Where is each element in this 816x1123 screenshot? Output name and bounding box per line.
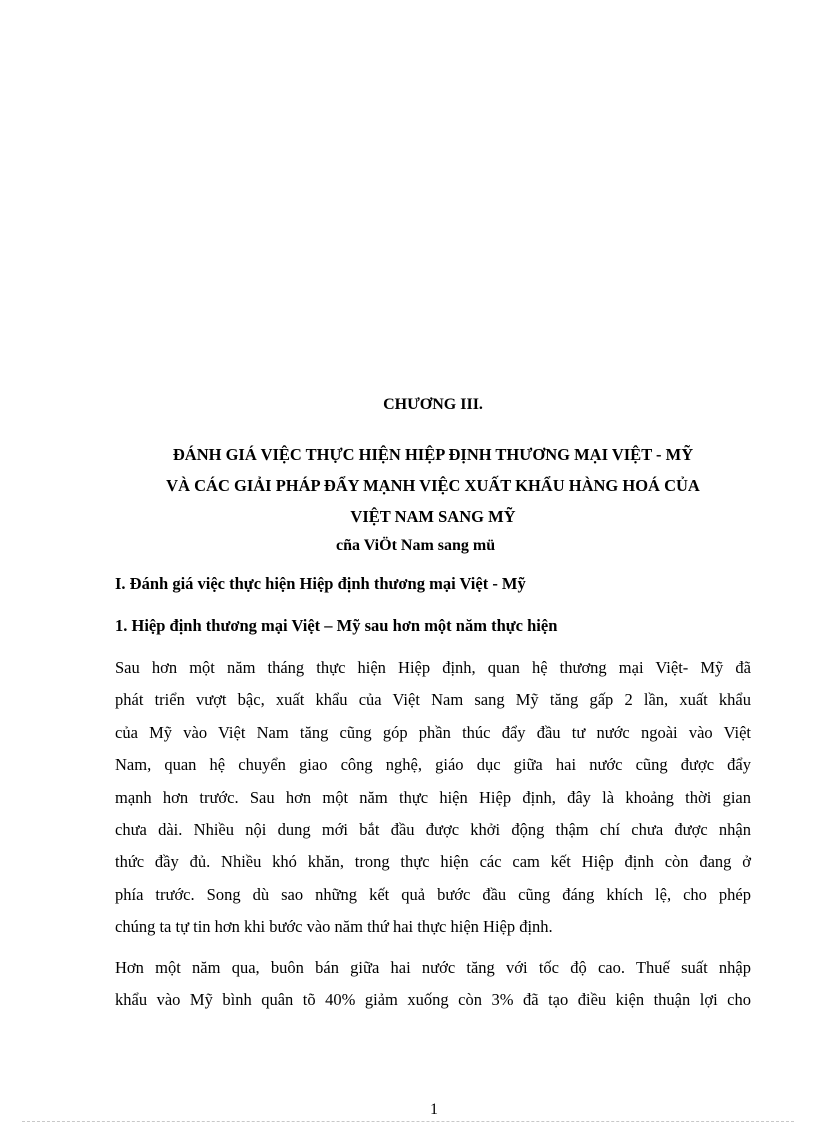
- subsection-heading: 1. Hiệp định thương mại Việt – Mỹ sau hơn một năm thực hiện: [115, 616, 558, 635]
- paragraph-line: Nam, quan hệ chuyển giao công nghệ, giáo dục giữa hai nước cũng được đẩy: [115, 755, 751, 775]
- chapter-title-line: ĐÁNH GIÁ VIỆC THỰC HIỆN HIỆP ĐỊNH THƯƠNG MẠI VIỆT - MỸ: [172, 445, 694, 464]
- paragraph-line: mạnh hơn trước. Sau hơn một năm thực hiện Hiệp định, đây là khoảng thời gian: [115, 787, 751, 807]
- chapter-title-line: VÀ CÁC GIẢI PHÁP ĐẨY MẠNH VIỆC XUẤT KHẨU HÀNG HOÁ CỦA: [166, 476, 700, 495]
- paragraph-line: chưa dài. Nhiều nội dung mới bắt đầu được khởi động thậm chí chưa được nhận: [115, 819, 751, 839]
- page-bottom-divider: [22, 1121, 794, 1122]
- chapter-subtitle: cña ViÖt Nam sang mü: [336, 537, 496, 554]
- chapter-title: [100, 439, 766, 532]
- paragraph-line: Hơn một năm qua, buôn bán giữa hai nước tăng với tốc độ cao. Thuế suất nhập: [115, 958, 751, 977]
- paragraph-line: Sau hơn một năm tháng thực hiện Hiệp định, quan hệ thương mại Việt- Mỹ đã: [115, 658, 751, 677]
- body-paragraph: [115, 952, 751, 1017]
- page-number: 1: [430, 1101, 438, 1118]
- chapter-heading: CHƯƠNG III.: [383, 396, 483, 413]
- paragraph-line: phía trước. Song dù sao những kết quả bước đầu cũng đáng khích lệ, cho phép: [115, 884, 751, 904]
- paragraph-line: thức đầy đủ. Nhiều khó khăn, trong thực hiện các cam kết Hiệp định còn đang ở: [115, 852, 751, 872]
- chapter-title-line: VIỆT NAM SANG MỸ: [350, 507, 516, 526]
- paragraph-line: chúng ta tự tin hơn khi bước vào năm thứ hai thực hiện Hiệp định.: [115, 917, 553, 937]
- section-heading: I. Đánh giá việc thực hiện Hiệp định thương mại Việt - Mỹ: [115, 574, 526, 593]
- body-paragraph: [115, 652, 751, 944]
- paragraph-line: khẩu vào Mỹ bình quân tõ 40% giảm xuống còn 3% đã tạo điều kiện thuận lợi cho: [115, 990, 751, 1010]
- paragraph-line: phát triển vượt bậc, xuất khẩu của Việt Nam sang Mỹ tăng gấp 2 lần, xuất khẩu: [115, 690, 751, 710]
- paragraph-line: của Mỹ vào Việt Nam tăng cũng góp phần thúc đẩy đầu tư nước ngoài vào Việt: [115, 722, 751, 742]
